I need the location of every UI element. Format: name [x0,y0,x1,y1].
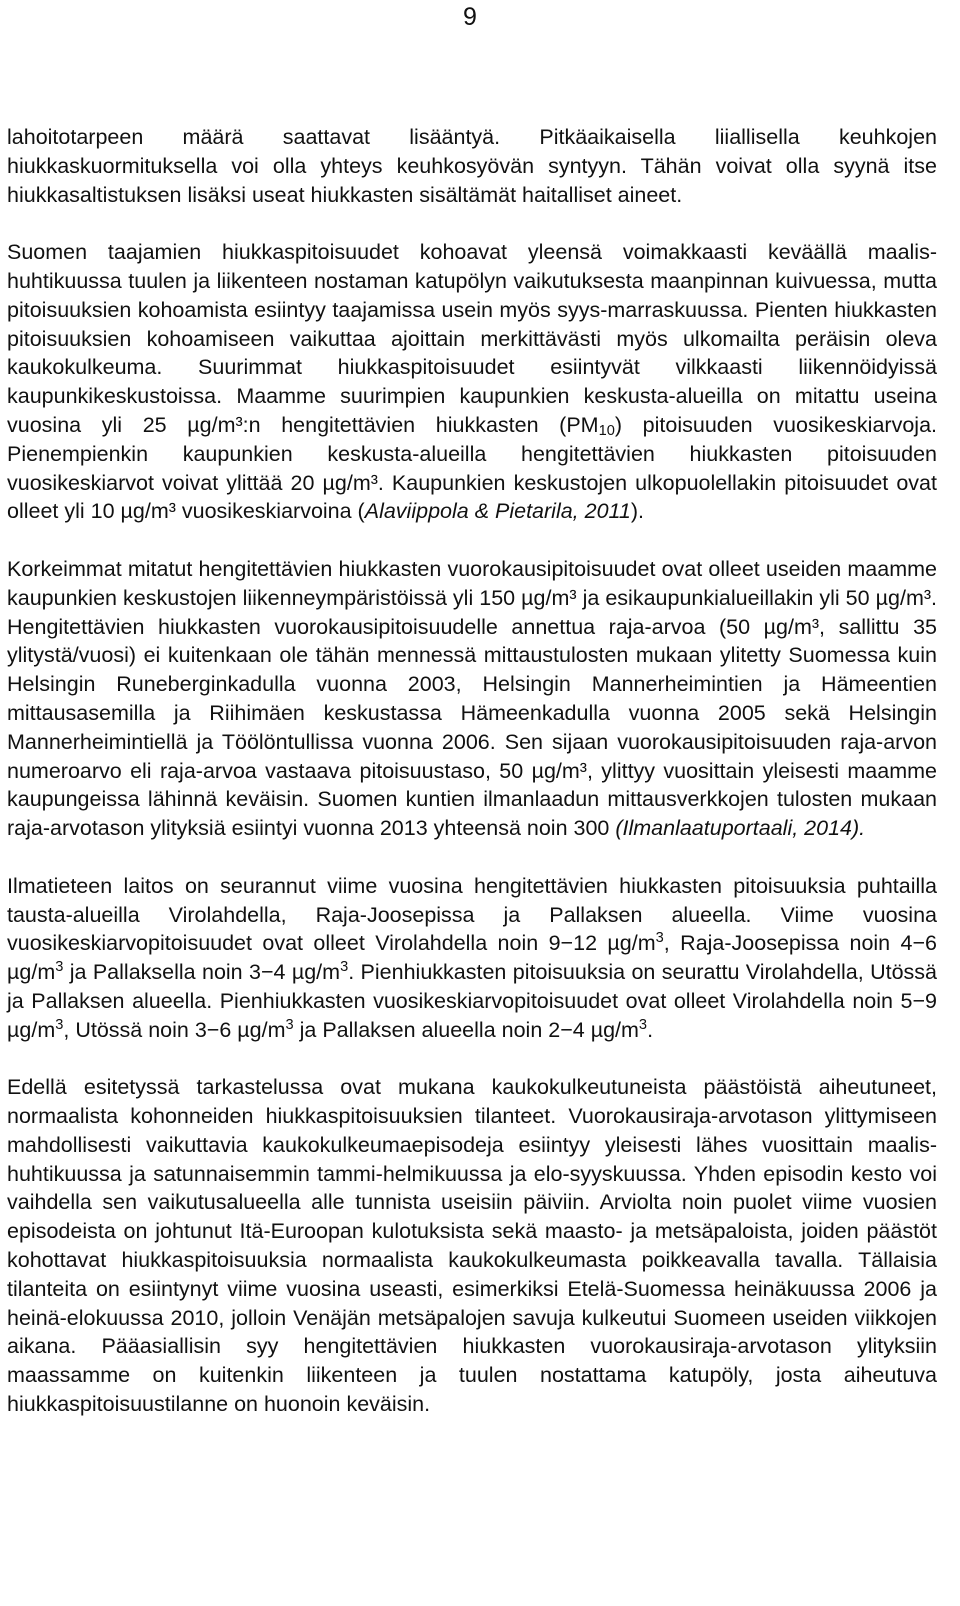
paragraph-text: ). [630,499,645,524]
paragraph-text: ja Pallaksen alueella noin 2−4 µg/m [293,1017,639,1042]
pm10-subscript: 10 [598,423,615,440]
paragraph-daily-limits [7,555,937,843]
paragraph-long-range-transport: Edellä esitetyssä tarkastelussa ovat mukana kaukokulkeutuneista päästöistä aiheutuneet, normaalista kohonneiden hiukkaspitoisuuksien tilanteet. Vuorokausiraja-arvotason ylittymiseen mahdollisesti vaikuttavia kaukokulkeumaepisodeja esiintyy yleisesti lähes vuosittain maalis-huhtikuussa ja satunnaisemmin tammi-helmikuussa ja elo-syyskuussa. Yhden episodin kesto voi vaihdella sen vaikutusalueella alle tunnista useisiin päiviin. Arviolta noin puolet viime vuosien episodeista on johtunut Itä-Euroopan kulotuksista sekä maasto- ja metsäpaloista, joiden päästöt kohottavat hiukkaspitoisuuksia normaalista kaukokulkeumasta poikkeavalla tavalla. Tällaisia tilanteita on esiintynyt viime vuosina useasti, esimerkiksi Etelä-Suomessa heinäkuussa 2006 ja heinä-elokuussa 2010, jolloin Venäjän metsäpalojen savuja kulkeutui Suomeen useiden viikkojen aikana. Pääasiallisin syy hengitettävien hiukkasten vuorokausiraja-arvotason ylityksiin maassamme on kuitenkin liikenteen ja tuulen nostattama katupöly, josta aiheutuva hiukkaspitoisuustilanne on huonoin keväisin. [7,1075,937,1417]
paragraph-text: Ilmatieteen laitos on seurannut viime vuosina hengitettävien hiukkasten pitoisuuksia puhtailla tausta-alueilla Virolahdella, Raja-Joosepissa ja Pallaksen alueella. Viime vuosina vuosikeskiarvopitoisuudet ovat olleet Virolahdella noin 9−12 µg/m [7,873,937,956]
citation: (Ilmanlaatuportaali, 2014). [615,816,866,841]
paragraph-urban-concentrations [7,238,937,526]
paragraph-text: ja Pallaksella noin 3−4 µg/m [63,960,341,985]
superscript: 3 [340,959,349,976]
paragraph-text: . Pienhiukkasten pitoisuuksia on seurattu Virolahdella, Utössä ja Pallaksen alueella. Pienhiukkasten vuosikeskiarvopitoisuudet ovat olleet Virolahdella noin 5−9 µg/m [7,960,938,1042]
paragraph-health-effects: lahoitotarpeen määrä saattavat lisääntyä. Pitkäaikaisella liiallisella keuhkojen hiukkaskuormituksella voi olla yhteys keuhkosyövän syntyyn. Tähän voivat olla syynä itse hiukkasaltistuksen lisäksi useat hiukkasten sisältämät haitalliset aineet. [7,125,937,207]
citation: Alaviippola & Pietarila, 2011 [364,499,631,524]
superscript: 3 [638,1016,648,1033]
document-body [7,123,937,1419]
paragraph-text: . [647,1017,654,1042]
paragraph-text: Korkeimmat mitatut hengitettävien hiukkasten vuorokausipitoisuudet ovat olleet useiden maamme kaupunkien keskustojen liikenneympäristöissä yli 150 µg/m³ ja esikaupunkialueillakin yli 50 µg/m³. Hengitettävien hiukkasten vuorokausipitoisuudelle annettua raja-arvoa (50 µg/m³, sallittu 35 ylitystä/vuosi) ei kuitenkaan ole tähän mennessä mittaustulosten mukaan ylitetty Suomessa kuin Helsingin Runeberginkadulla vuonna 2003, Helsingin Mannerheimintien ja Hämeentien mittausasemilla ja Riihimäen keskustassa Hämeenkadulla vuonna 2005 sekä Helsingin Mannerheimintiellä ja Töölöntullissa vuonna 2006. Sen sijaan vuorokausipitoisuuden raja-arvon numeroarvo eli raja-arvoa vastaava pitoisuustaso, 50 µg/m³, ylittyy vuosittain yleisesti maamme kaupungeissa lähinnä keväisin. Suomen kuntien ilmanlaadun mittausverkkojen tulosten mukaan raja-arvotason ylityksiä esiintyi vuonna 2013 yhteensä noin 300 [7,556,937,841]
page-number: 9 [463,3,477,31]
paragraph-background-stations [7,872,937,1045]
superscript: 3 [285,1016,294,1033]
paragraph-text: ) pitoisuuden vuosikeskiarvoja. Pienempienkin kaupunkien keskusta-alueilla hengitettävien hiukkasten pitoisuuden vuosikeskiarvot voivat ylittää 20 µg/m³. Kaupunkien keskustojen ulkopuolellakin pitoisuudet ovat olleet yli 10 µg/m³ vuosikeskiarvoina ( [7,412,937,524]
superscript: 3 [55,1016,64,1033]
superscript: 3 [55,959,64,976]
paragraph-text: Suomen taajamien hiukkaspitoisuudet kohoavat yleensä voimakkaasti keväällä maalis-huhtikuussa tuulen ja liikenteen nostaman katupölyn vaikutuksesta maanpinnan kuivuessa, mutta pitoisuuksien kohoamista esiintyy taajamissa usein myös syys-marraskuussa. Pienten hiukkasten pitoisuuksien kohoamiseen vaikuttaa ajoittain merkittävästi myös ulkomailta peräisin oleva kaukokulkeuma. Suurimmat hiukkaspitoisuudet esiintyvät vilkkaasti liikennöidyissä kaupunkikeskustoissa. Maamme suurimpien kaupunkien keskusta-alueilla on mitattu useina vuosina yli 25 µg/m³:n hengitettävien hiukkasten (PM [7,240,937,437]
superscript: 3 [655,930,664,947]
paragraph-text: , Utössä noin 3−6 µg/m [63,1017,286,1042]
paragraph-text: , Raja-Joosepissa noin 4−6 µg/m [7,931,938,985]
